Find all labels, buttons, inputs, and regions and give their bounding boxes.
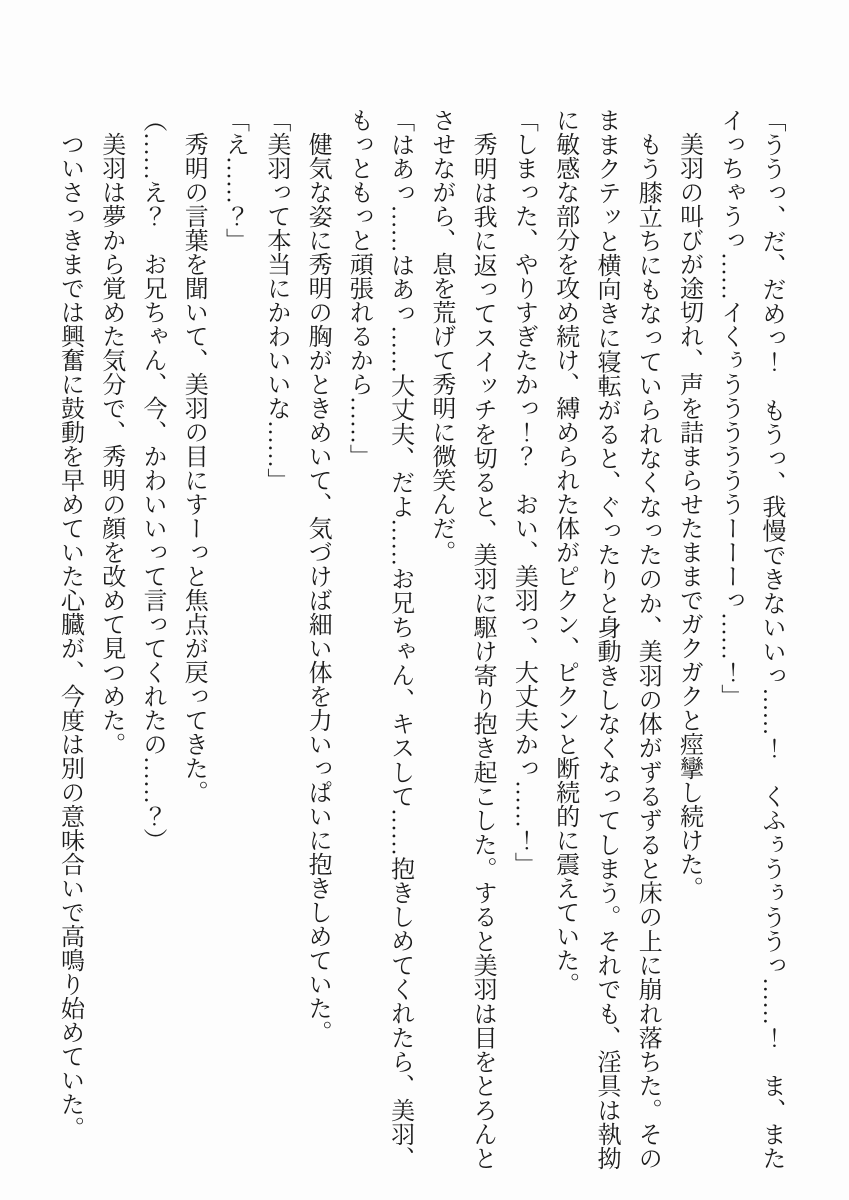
paragraph: 「え……？」 bbox=[221, 108, 248, 252]
paragraph: （……え？ お兄ちゃん、今、かわいいって言ってくれたの……？） bbox=[139, 108, 166, 852]
paragraph: 秀明の言葉を聞いて、美羽の目にすーっと焦点が戻ってきた。 bbox=[180, 132, 207, 804]
paragraph: 秀明は我に返ってスイッチを切ると、美羽に駆け寄り抱き起こした。すると美羽は目をとろんとさせながら、息を荒げて秀明に微笑んだ。 bbox=[427, 108, 496, 1170]
paragraph: 美羽は夢から覚めた気分で、秀明の顔を改めて見つめた。 bbox=[97, 132, 124, 756]
paragraph: 「しまった、やりすぎたかっ！？ おい、美羽っ、大丈夫かっ……！」 bbox=[510, 108, 537, 876]
paragraph: もう膝立ちにもなっていられなくなったのか、美羽の体がずるずると床の上に崩れ落ちた。そのままクテッと横向きに寝転がると、ぐったりと身動きしなくなってしまう。それでも、淫具は執拗に敏感な部分を攻め続け、縛められた体がピクン、ピクンと断続的に震えていた。 bbox=[551, 108, 661, 1170]
paragraph: 「ううっ、だ、だめっ！ もうっ、我慢できないいっ……！ くふぅうぅううっ……！ ま、またイっちゃうっ……イくぅううううううーーーっ……！」 bbox=[716, 108, 784, 1170]
paragraph: 「美羽って本当にかわいいな……」 bbox=[262, 108, 289, 492]
paragraph: 健気な姿に秀明の胸がときめいて、気づけば細い体を力いっぱいに抱きしめていた。 bbox=[304, 132, 331, 1044]
paragraph: ついさっきまでは興奮に鼓動を早めていた心臓が、今度は別の意味合いで高鳴り始めていた。 bbox=[56, 132, 83, 1140]
paragraph: 「はあっ……はあっ……大丈夫、だよ……お兄ちゃん、キスして……抱きしめてくれたら、美羽、もっともっと頑張れるから……」 bbox=[345, 108, 413, 1170]
novel-text-body bbox=[49, 108, 791, 1170]
paragraph: 美羽の叫びが途切れ、声を詰まらせたままでガクガクと痙攣し続けた。 bbox=[675, 132, 702, 900]
